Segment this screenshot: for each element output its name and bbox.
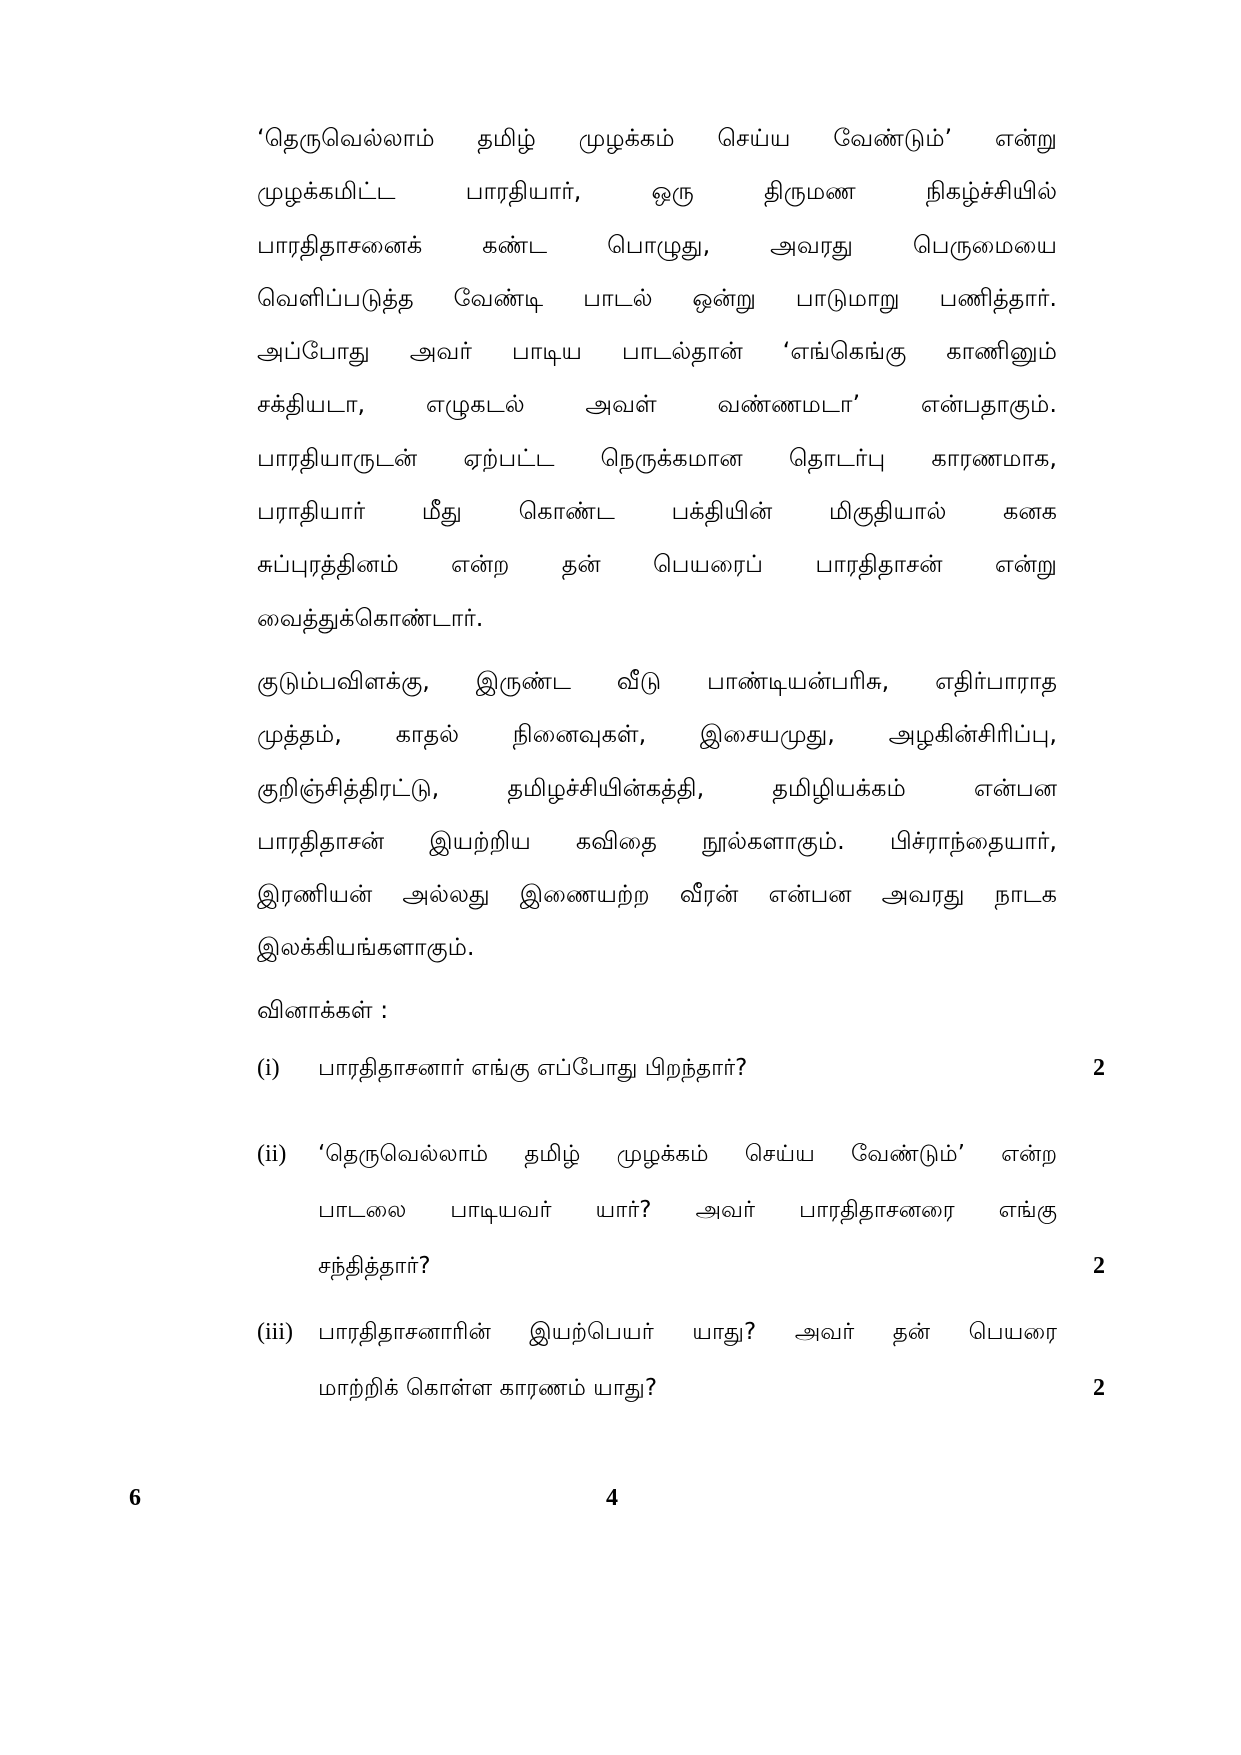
question-3 (257, 1304, 1105, 1416)
paper-code: 6 (129, 1485, 141, 1511)
passage-line: சுப்புரத்தினம் என்ற தன் பெயரைப் பாரதிதாசன் என்று (257, 550, 1057, 579)
question-line: மாற்றிக் கொள்ள காரணம் யாது? (318, 1375, 658, 1401)
passage-line: இரணியன் அல்லது இணையற்ற வீரன் என்பன அவரது நாடக (257, 880, 1057, 909)
passage-line: முத்தம், காதல் நினைவுகள், இசையமுது, அழகின்சிரிப்பு, (257, 720, 1057, 749)
passage-line: அப்போது அவர் பாடிய பாடல்தான் ‘எங்கெங்கு காணினும் (257, 337, 1057, 366)
question-marks: 2 (1093, 1253, 1105, 1279)
question-line: பாரதிதாசனாரின் இயற்பெயர் யாது? அவர் தன் பெயரை (318, 1319, 1057, 1345)
question-number: (i) (257, 1055, 280, 1081)
question-line: சந்தித்தார்? (318, 1253, 431, 1279)
passage-line: பாரதிதாசன் இயற்றிய கவிதை நூல்களாகும். பிச்ராந்தையார், (257, 826, 1057, 855)
passage-line: முழக்கமிட்ட பாரதியார், ஒரு திருமண நிகழ்ச்சியில் (257, 177, 1057, 206)
passage-paragraph-2 (257, 655, 1057, 975)
question-text (318, 1126, 1057, 1294)
question-marks: 2 (1093, 1375, 1105, 1401)
passage-line: ‘தெருவெல்லாம் தமிழ் முழக்கம் செய்ய வேண்டும்’ என்று (257, 124, 1057, 152)
question-line: பாடலை பாடியவர் யார்? அவர் பாரதிதாசனரை எங்கு (318, 1197, 1057, 1223)
passage-line: பாரதிதாசனைக் கண்ட பொழுது, அவரது பெருமையை (257, 230, 1057, 259)
passage-line: இலக்கியங்களாகும். (257, 933, 475, 962)
passage-paragraph-1 (257, 112, 1057, 645)
question-line: பாரதிதாசனார் எங்கு எப்போது பிறந்தார்? (318, 1055, 748, 1081)
questions-heading: வினாக்கள் : (257, 996, 389, 1024)
passage-line: வெளிப்படுத்த வேண்டி பாடல் ஒன்று பாடுமாறு பணித்தார். (257, 283, 1057, 312)
passage-line: பராதியார் மீது கொண்ட பக்தியின் மிகுதியால் கனக (257, 497, 1057, 526)
passage-line: குடும்பவிளக்கு, இருண்ட வீடு பாண்டியன்பரிசு, எதிர்பாராத (257, 667, 1057, 695)
page-number: 4 (606, 1485, 618, 1511)
question-marks: 2 (1093, 1055, 1105, 1081)
passage-line: சக்தியடா, எழுகடல் அவள் வண்ணமடா’ என்பதாகும். (257, 390, 1057, 419)
question-number: (ii) (257, 1141, 287, 1167)
question-1 (257, 1040, 1105, 1096)
passage-line: குறிஞ்சித்திரட்டு, தமிழச்சியின்கத்தி, தமிழியக்கம் என்பன (257, 773, 1057, 802)
question-text (318, 1304, 1057, 1416)
question-number: (iii) (257, 1319, 293, 1345)
passage-line: பாரதியாருடன் ஏற்பட்ட நெருக்கமான தொடர்பு காரணமாக, (257, 443, 1057, 472)
question-line: ‘தெருவெல்லாம் தமிழ் முழக்கம் செய்ய வேண்டும்’ என்ற (318, 1141, 1057, 1167)
passage-line: வைத்துக்கொண்டார். (257, 603, 484, 632)
question-2 (257, 1126, 1105, 1294)
question-text (318, 1040, 1057, 1096)
